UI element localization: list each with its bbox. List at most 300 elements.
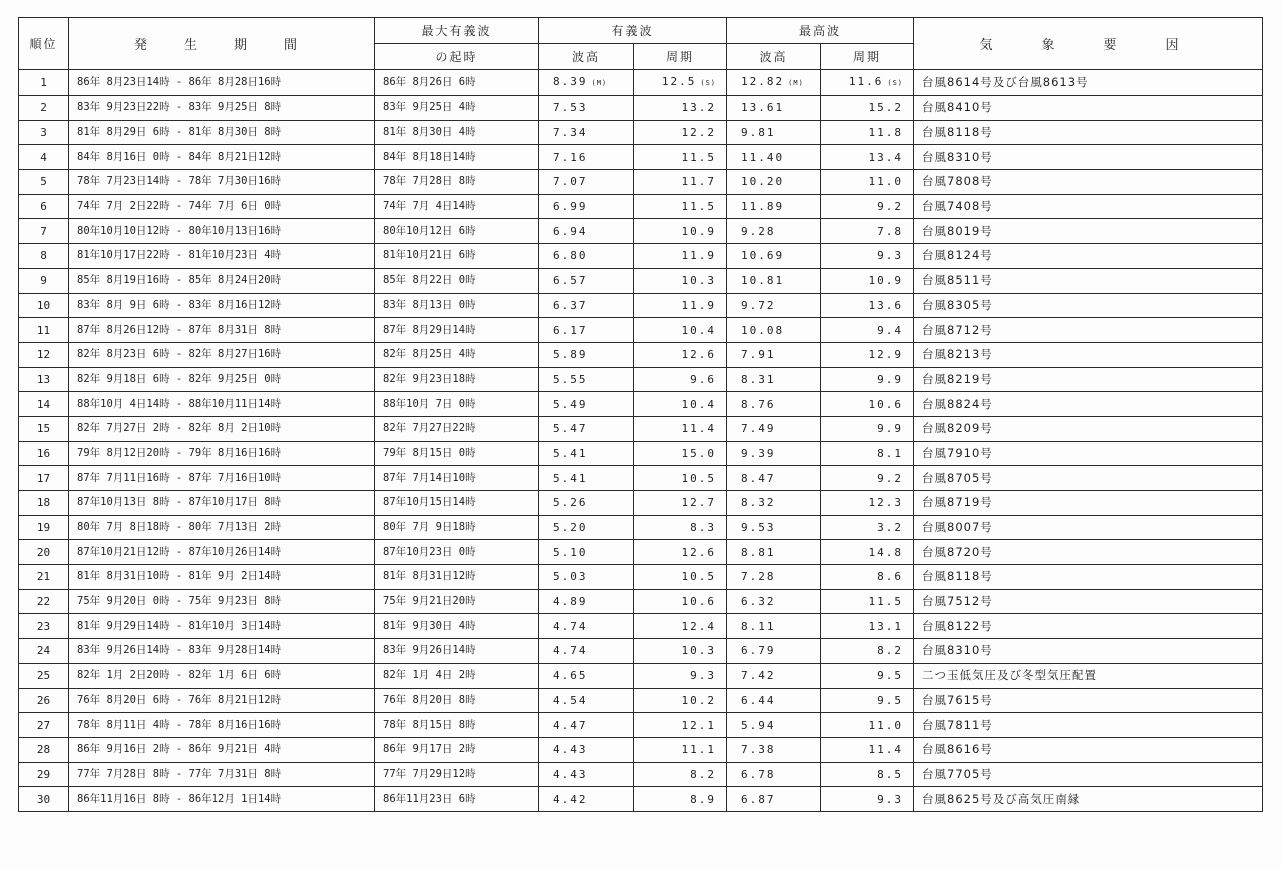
rank-cell-text: 12 xyxy=(36,348,51,362)
sig-period-cell-text: 8.3 xyxy=(690,521,717,535)
peak-time-cell-text: 86年11月23日 6時 xyxy=(383,792,476,805)
max-period-cell xyxy=(821,392,914,417)
max-period-cell-text: 9.3 xyxy=(877,792,904,806)
cause-cell xyxy=(914,367,1263,392)
peak-time-cell xyxy=(375,342,539,367)
sig-height-cell-text: 4.47 xyxy=(553,718,588,732)
cause-cell xyxy=(914,466,1263,491)
rank-cell-text: 7 xyxy=(40,224,47,238)
max-period-cell-text: 10.6 xyxy=(868,397,904,411)
sig-height-cell xyxy=(539,268,634,293)
max-period-cell xyxy=(821,713,914,738)
unit-s-label: (S) xyxy=(887,79,904,87)
period-cell-text: 81年 8月31日10時 - 81年 9月 2日14時 xyxy=(77,570,282,583)
rank-cell xyxy=(19,762,69,787)
sig-height-cell xyxy=(539,688,634,713)
max-period-cell-text: 8.2 xyxy=(877,644,904,658)
peak-time-cell xyxy=(375,466,539,491)
max-height-cell-text: 6.44 xyxy=(741,693,776,707)
sig-period-cell-text: 10.4 xyxy=(681,323,717,337)
max-height-cell xyxy=(727,713,821,738)
peak-time-cell xyxy=(375,194,539,219)
sig-height-cell-text: 5.47 xyxy=(553,422,588,436)
table-row xyxy=(19,416,1263,441)
rank-cell-text: 19 xyxy=(36,521,51,535)
max-height-cell-text: 9.53 xyxy=(741,521,776,535)
header-max-period: 周期 xyxy=(821,44,914,70)
sig-height-cell xyxy=(539,367,634,392)
max-period-cell-text: 9.5 xyxy=(877,669,904,683)
max-period-cell-text: 15.2 xyxy=(868,101,904,115)
peak-time-cell xyxy=(375,614,539,639)
cause-cell-text: 台風7811号 xyxy=(922,717,993,732)
peak-time-cell xyxy=(375,787,539,812)
rank-cell xyxy=(19,565,69,590)
max-height-cell-text: 7.42 xyxy=(741,669,776,683)
max-period-cell-text: 9.2 xyxy=(877,200,904,214)
cause-cell xyxy=(914,713,1263,738)
max-period-cell-text: 8.1 xyxy=(877,446,904,460)
rank-cell xyxy=(19,416,69,441)
max-height-cell-text: 8.31 xyxy=(741,372,776,386)
peak-time-cell xyxy=(375,565,539,590)
max-height-cell xyxy=(727,268,821,293)
peak-time-cell-text: 78年 7月28日 8時 xyxy=(383,175,476,188)
max-period-cell xyxy=(821,540,914,565)
cause-cell xyxy=(914,540,1263,565)
max-height-cell xyxy=(727,614,821,639)
cause-cell xyxy=(914,194,1263,219)
cause-cell-text: 台風7808号 xyxy=(922,174,993,189)
table-row xyxy=(19,392,1263,417)
cause-cell-text: 台風7408号 xyxy=(922,199,993,214)
period-cell xyxy=(69,441,375,466)
max-height-cell xyxy=(727,96,821,121)
sig-period-cell-text: 10.9 xyxy=(681,224,717,238)
cause-cell-text: 台風8625号及び高気圧南縁 xyxy=(922,791,1081,806)
sig-height-cell-text: 8.39 xyxy=(553,75,588,88)
cause-cell-text: 台風8019号 xyxy=(922,223,993,238)
cause-cell xyxy=(914,639,1263,664)
cause-cell-text: 台風8511号 xyxy=(922,273,993,288)
sig-height-cell-text: 7.16 xyxy=(553,150,588,164)
sig-period-cell xyxy=(634,318,727,343)
peak-time-cell xyxy=(375,268,539,293)
cause-cell xyxy=(914,663,1263,688)
sig-period-cell xyxy=(634,392,727,417)
cause-cell-text: 台風8614号及び台風8613号 xyxy=(922,75,1089,89)
max-period-cell-text: 7.8 xyxy=(877,224,904,238)
sig-height-cell xyxy=(539,713,634,738)
max-period-cell xyxy=(821,342,914,367)
period-cell-text: 82年 8月23日 6時 - 82年 8月27日16時 xyxy=(77,348,282,361)
max-height-cell xyxy=(727,688,821,713)
header-sig-wave: 有義波 xyxy=(539,18,727,44)
max-height-cell-text: 8.81 xyxy=(741,545,776,559)
max-height-cell xyxy=(727,318,821,343)
table-row xyxy=(19,589,1263,614)
sig-height-cell xyxy=(539,663,634,688)
period-cell-text: 78年 7月23日14時 - 78年 7月30日16時 xyxy=(77,175,282,188)
max-period-cell-text: 11.0 xyxy=(868,175,904,189)
max-height-cell-text: 6.32 xyxy=(741,595,776,609)
cause-cell-text: 台風8209号 xyxy=(922,421,993,436)
peak-time-cell xyxy=(375,367,539,392)
table-row xyxy=(19,515,1263,540)
period-cell-text: 87年10月21日12時 - 87年10月26日14時 xyxy=(77,545,282,558)
max-period-cell-text: 3.2 xyxy=(877,521,904,535)
peak-time-cell xyxy=(375,244,539,269)
max-height-cell-text: 10.81 xyxy=(741,274,785,288)
period-cell xyxy=(69,70,375,96)
rank-cell xyxy=(19,96,69,121)
max-height-cell xyxy=(727,342,821,367)
sig-height-cell-text: 6.99 xyxy=(553,200,588,214)
period-cell xyxy=(69,589,375,614)
sig-height-cell xyxy=(539,491,634,516)
sig-height-cell-text: 7.34 xyxy=(553,126,588,140)
max-height-cell-text: 7.28 xyxy=(741,570,776,584)
sig-height-cell xyxy=(539,441,634,466)
sig-height-cell xyxy=(539,244,634,269)
cause-cell-text: 台風8410号 xyxy=(922,100,993,115)
sig-height-cell-text: 5.41 xyxy=(553,471,588,485)
sig-period-cell xyxy=(634,688,727,713)
cause-cell xyxy=(914,787,1263,812)
max-period-cell-text: 8.5 xyxy=(877,767,904,781)
rank-cell xyxy=(19,293,69,318)
max-height-cell xyxy=(727,663,821,688)
table-row xyxy=(19,787,1263,812)
max-height-cell-text: 7.38 xyxy=(741,743,776,757)
peak-time-cell-text: 87年10月15日14時 xyxy=(383,496,476,509)
max-height-cell-text: 13.61 xyxy=(741,101,785,115)
max-height-cell xyxy=(727,589,821,614)
max-period-cell xyxy=(821,219,914,244)
max-height-cell-text: 8.32 xyxy=(741,496,776,510)
sig-height-cell-text: 4.43 xyxy=(553,743,588,757)
period-cell xyxy=(69,367,375,392)
sig-period-cell-text: 12.2 xyxy=(681,126,717,140)
sig-height-cell-text: 5.20 xyxy=(553,521,588,535)
cause-cell-text: 台風8219号 xyxy=(922,371,993,386)
period-cell-text: 86年 8月23日14時 - 86年 8月28日16時 xyxy=(77,76,282,88)
rank-cell-text: 16 xyxy=(36,446,51,460)
period-cell xyxy=(69,170,375,195)
period-cell-text: 80年10月10日12時 - 80年10月13日16時 xyxy=(77,224,282,237)
rank-cell-text: 1 xyxy=(40,76,47,89)
rank-cell xyxy=(19,145,69,170)
sig-period-cell xyxy=(634,96,727,121)
cause-cell xyxy=(914,688,1263,713)
sig-period-cell-text: 10.3 xyxy=(681,274,717,288)
table-row xyxy=(19,70,1263,96)
sig-height-cell xyxy=(539,293,634,318)
rank-cell xyxy=(19,120,69,145)
max-period-cell xyxy=(821,170,914,195)
period-cell xyxy=(69,663,375,688)
period-cell-text: 86年 9月16日 2時 - 86年 9月21日 4時 xyxy=(77,743,282,756)
rank-cell xyxy=(19,787,69,812)
cause-cell-text: 台風8720号 xyxy=(922,544,993,559)
peak-time-cell-text: 83年 8月13日 0時 xyxy=(383,298,476,311)
sig-period-cell xyxy=(634,787,727,812)
rank-cell-text: 9 xyxy=(40,274,47,288)
cause-cell xyxy=(914,293,1263,318)
sig-height-cell xyxy=(539,565,634,590)
max-height-cell xyxy=(727,540,821,565)
max-period-cell-text: 13.4 xyxy=(868,150,904,164)
max-period-cell xyxy=(821,268,914,293)
max-height-cell-text: 6.87 xyxy=(741,792,776,806)
max-height-cell xyxy=(727,515,821,540)
rank-cell xyxy=(19,441,69,466)
max-period-cell xyxy=(821,787,914,812)
rank-cell-text: 30 xyxy=(36,792,51,806)
peak-time-cell xyxy=(375,145,539,170)
max-height-cell xyxy=(727,441,821,466)
period-cell-text: 80年 7月 8日18時 - 80年 7月13日 2時 xyxy=(77,521,282,534)
sig-height-cell xyxy=(539,342,634,367)
peak-time-cell xyxy=(375,737,539,762)
sig-height-cell xyxy=(539,170,634,195)
peak-time-cell-text: 88年10月 7日 0時 xyxy=(383,397,476,410)
peak-time-cell xyxy=(375,441,539,466)
peak-time-cell-text: 82年 8月25日 4時 xyxy=(383,348,476,361)
max-period-cell-text: 9.3 xyxy=(877,249,904,263)
max-period-cell xyxy=(821,441,914,466)
period-cell xyxy=(69,787,375,812)
peak-time-cell-text: 82年 1月 4日 2時 xyxy=(383,669,476,682)
sig-height-cell xyxy=(539,614,634,639)
peak-time-cell-text: 87年 7月14日10時 xyxy=(383,471,476,484)
sig-period-cell-text: 12.7 xyxy=(681,496,717,510)
sig-period-cell-text: 10.6 xyxy=(681,595,717,609)
rank-cell-text: 27 xyxy=(36,718,51,732)
sig-period-cell-text: 12.4 xyxy=(681,619,717,633)
max-height-cell xyxy=(727,194,821,219)
sig-period-cell-text: 12.5 xyxy=(661,75,697,88)
peak-time-cell-text: 81年10月21日 6時 xyxy=(383,249,476,262)
unit-s-label: (S) xyxy=(700,79,717,87)
max-period-cell xyxy=(821,120,914,145)
rank-cell-text: 11 xyxy=(36,323,51,337)
max-height-cell-text: 7.49 xyxy=(741,422,776,436)
table-row xyxy=(19,342,1263,367)
sig-period-cell xyxy=(634,244,727,269)
rank-cell-text: 15 xyxy=(36,422,51,436)
max-period-cell xyxy=(821,466,914,491)
max-height-cell xyxy=(727,491,821,516)
header-max-height: 波高 xyxy=(727,44,821,70)
rank-cell-text: 4 xyxy=(40,150,47,164)
peak-time-cell-text: 79年 8月15日 0時 xyxy=(383,446,476,459)
sig-period-cell-text: 10.3 xyxy=(681,644,717,658)
sig-period-cell xyxy=(634,466,727,491)
header-max-sig-wave-time-line1: 最大有義波 xyxy=(375,18,539,44)
peak-time-cell xyxy=(375,688,539,713)
max-height-cell xyxy=(727,392,821,417)
table-row xyxy=(19,737,1263,762)
rank-cell xyxy=(19,515,69,540)
peak-time-cell-text: 80年 7月 9日18時 xyxy=(383,521,476,534)
header-cause: 気 象 要 因 xyxy=(914,18,1263,70)
cause-cell-text: 台風8124号 xyxy=(922,248,993,263)
sig-height-cell xyxy=(539,515,634,540)
max-period-cell-text: 13.1 xyxy=(868,619,904,633)
cause-cell-text: 台風8118号 xyxy=(922,125,993,140)
period-cell-text: 87年 7月11日16時 - 87年 7月16日10時 xyxy=(77,471,282,484)
peak-time-cell xyxy=(375,663,539,688)
peak-time-cell xyxy=(375,219,539,244)
rank-cell xyxy=(19,663,69,688)
sig-period-cell xyxy=(634,342,727,367)
rank-cell xyxy=(19,589,69,614)
table-row xyxy=(19,614,1263,639)
sig-period-cell xyxy=(634,540,727,565)
period-cell-text: 82年 7月27日 2時 - 82年 8月 2日10時 xyxy=(77,422,282,435)
max-period-cell xyxy=(821,491,914,516)
max-height-cell-text: 7.91 xyxy=(741,348,776,362)
peak-time-cell xyxy=(375,515,539,540)
max-height-cell xyxy=(727,787,821,812)
sig-height-cell-text: 6.37 xyxy=(553,298,588,312)
period-cell xyxy=(69,392,375,417)
rank-cell xyxy=(19,244,69,269)
max-height-cell-text: 9.28 xyxy=(741,224,776,238)
max-period-cell xyxy=(821,194,914,219)
max-height-cell-text: 9.39 xyxy=(741,446,776,460)
cause-cell-text: 台風7615号 xyxy=(922,692,993,707)
table-row xyxy=(19,145,1263,170)
sig-period-cell xyxy=(634,639,727,664)
peak-time-cell-text: 74年 7月 4日14時 xyxy=(383,200,476,213)
max-period-cell-text: 9.2 xyxy=(877,471,904,485)
rank-cell xyxy=(19,614,69,639)
sig-height-cell-text: 5.26 xyxy=(553,496,588,510)
peak-time-cell-text: 78年 8月15日 8時 xyxy=(383,718,476,731)
table-row xyxy=(19,688,1263,713)
period-cell xyxy=(69,318,375,343)
sig-height-cell-text: 6.17 xyxy=(553,323,588,337)
sig-height-cell xyxy=(539,392,634,417)
sig-height-cell-text: 7.53 xyxy=(553,101,588,115)
cause-cell-text: 台風8310号 xyxy=(922,643,993,658)
peak-time-cell-text: 82年 9月23日18時 xyxy=(383,372,476,385)
max-height-cell-text: 6.78 xyxy=(741,767,776,781)
sig-height-cell-text: 5.10 xyxy=(553,545,588,559)
max-height-cell-text: 5.94 xyxy=(741,718,776,732)
peak-time-cell-text: 84年 8月18日14時 xyxy=(383,150,476,163)
period-cell-text: 84年 8月16日 0時 - 84年 8月21日12時 xyxy=(77,150,282,163)
period-cell xyxy=(69,194,375,219)
sig-height-cell xyxy=(539,120,634,145)
cause-cell xyxy=(914,762,1263,787)
peak-time-cell xyxy=(375,762,539,787)
header-period: 発 生 期 間 xyxy=(69,18,375,70)
max-period-cell-text: 13.6 xyxy=(868,298,904,312)
cause-cell-text: 台風8122号 xyxy=(922,618,993,633)
max-period-cell xyxy=(821,367,914,392)
sig-height-cell-text: 6.80 xyxy=(553,249,588,263)
peak-time-cell-text: 80年10月12日 6時 xyxy=(383,224,476,237)
max-height-cell-text: 8.76 xyxy=(741,397,776,411)
period-cell xyxy=(69,96,375,121)
sig-period-cell-text: 15.0 xyxy=(681,446,717,460)
cause-cell xyxy=(914,70,1263,96)
sig-period-cell-text: 12.1 xyxy=(681,718,717,732)
cause-cell-text: 台風8712号 xyxy=(922,322,993,337)
rank-cell xyxy=(19,367,69,392)
sig-period-cell-text: 11.9 xyxy=(681,298,717,312)
cause-cell-text: 台風8305号 xyxy=(922,297,993,312)
cause-cell-text: 台風8118号 xyxy=(922,569,993,584)
period-cell-text: 88年10月 4日14時 - 88年10月11日14時 xyxy=(77,397,282,410)
sig-height-cell-text: 4.54 xyxy=(553,693,588,707)
cause-cell-text: 台風7705号 xyxy=(922,766,993,781)
sig-period-cell-text: 10.5 xyxy=(681,471,717,485)
sig-period-cell-text: 10.5 xyxy=(681,570,717,584)
cause-cell xyxy=(914,170,1263,195)
period-cell-text: 83年 9月26日14時 - 83年 9月28日14時 xyxy=(77,644,282,657)
sig-height-cell-text: 6.57 xyxy=(553,274,588,288)
cause-cell xyxy=(914,416,1263,441)
period-cell-text: 77年 7月28日 8時 - 77年 7月31日 8時 xyxy=(77,767,282,780)
table-row xyxy=(19,540,1263,565)
table-row xyxy=(19,194,1263,219)
sig-height-cell-text: 5.89 xyxy=(553,348,588,362)
max-period-cell-text: 11.6 xyxy=(848,75,884,88)
header-max-wave: 最高波 xyxy=(727,18,914,44)
sig-height-cell-text: 4.89 xyxy=(553,595,588,609)
peak-time-cell xyxy=(375,392,539,417)
rank-cell-text: 5 xyxy=(40,175,47,189)
max-height-cell xyxy=(727,120,821,145)
rank-cell-text: 28 xyxy=(36,743,51,757)
sig-period-cell xyxy=(634,145,727,170)
peak-time-cell xyxy=(375,491,539,516)
max-period-cell-text: 8.6 xyxy=(877,570,904,584)
sig-period-cell xyxy=(634,762,727,787)
sig-period-cell-text: 11.5 xyxy=(681,150,717,164)
sig-period-cell-text: 11.5 xyxy=(681,200,717,214)
max-height-cell xyxy=(727,293,821,318)
sig-period-cell-text: 9.6 xyxy=(690,372,717,386)
cause-cell-text: 台風8705号 xyxy=(922,470,993,485)
max-period-cell xyxy=(821,145,914,170)
period-cell-text: 79年 8月12日20時 - 79年 8月16日16時 xyxy=(77,446,282,459)
peak-time-cell-text: 87年10月23日 0時 xyxy=(383,545,476,558)
period-cell xyxy=(69,145,375,170)
sig-height-cell-text: 4.43 xyxy=(553,767,588,781)
sig-period-cell xyxy=(634,589,727,614)
max-period-cell xyxy=(821,416,914,441)
period-cell xyxy=(69,268,375,293)
period-cell-text: 86年11月16日 8時 - 86年12月 1日14時 xyxy=(77,792,282,805)
header-rank: 順位 xyxy=(19,18,69,70)
rank-cell-text: 22 xyxy=(36,595,51,609)
sig-height-cell-text: 4.65 xyxy=(553,669,588,683)
header-sig-height: 波高 xyxy=(539,44,634,70)
period-cell xyxy=(69,244,375,269)
max-period-cell-text: 11.4 xyxy=(868,743,904,757)
peak-time-cell xyxy=(375,589,539,614)
table-body xyxy=(19,70,1263,812)
header-sig-period: 周期 xyxy=(634,44,727,70)
sig-height-cell xyxy=(539,194,634,219)
max-period-cell-text: 10.9 xyxy=(868,274,904,288)
table-row xyxy=(19,268,1263,293)
